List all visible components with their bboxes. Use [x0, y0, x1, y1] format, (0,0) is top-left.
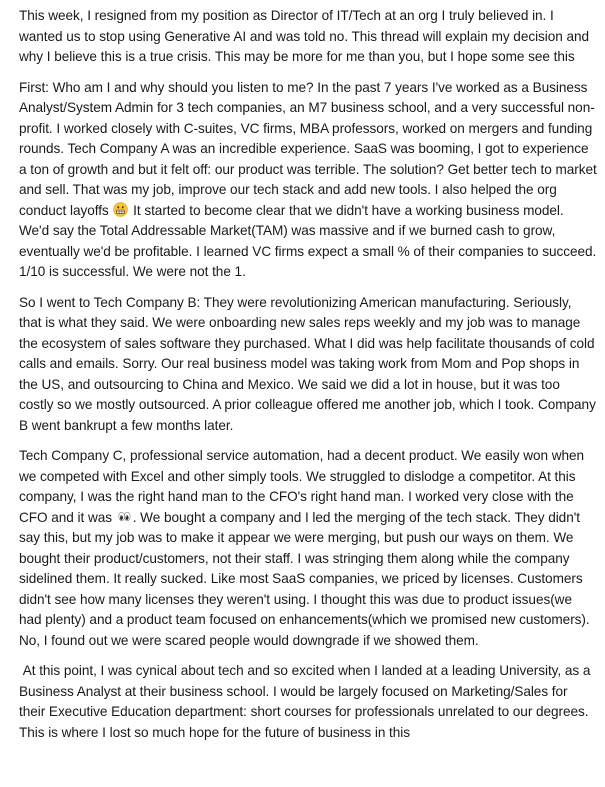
paragraph-tech-company-c	[19, 446, 597, 651]
paragraph-tech-company-b: So I went to Tech Company B: They were revolutionizing American manufacturing. Seriously, that is what they said. We were onboarding new sales reps weekly and my job was to manage the ecosystem of sales software they purchased. What I did was help facilitate thousands of cold calls and emails. Sorry. Our real business model was taking work from Mom and Pop shops in the US, and outsourcing to China and Mexico. We said we did a lot in house, but it was too costly so we mostly outsourced. A prior colleague offered me another job, which I took. Company B went bankrupt a few months later.	[19, 294, 596, 433]
grimacing-face-emoji-icon	[113, 202, 128, 217]
paragraph-text-before-emoji: Tech Company C, professional service automation, had a decent product. We easily won when we competed with Excel and other simply tools. We struggled to dislodge a competitor. At this company, I was the right hand man to the CFO's right hand man. I worked very close with the CFO and it was	[19, 448, 585, 525]
eyes-emoji-icon	[117, 509, 132, 524]
paragraph-text-after-emoji: . We bought a company and I led the merging of the tech stack. They didn't say this, but my job was to make it appear we were merging, but push our ways on them. We bought their product/customers, not their staff. I was stringing them along while the company sidelined them. It really sucked. Like most SaaS companies, we priced by licenses. Customers didn't see how many licenses they weren't using. I thought this was due to product issues(we had plenty) and a product team focused on enhancements(which we promised new customers). No, I found out we were scared people would downgrade if we showed them.	[19, 509, 590, 648]
paragraph-text-before-emoji: First: Who am I and why should you listen to me? In the past 7 years I've worked as a Business Analyst/System Admin for 3 tech companies, an M7 business school, and a very successful non-profit. I worked closely with C-suites, VC firms, MBA professors, worked on mergers and funding rounds. Tech Company A was an incredible experience. SaaS was booming, I got to experience a ton of growth and but it felt off: our product was terrible. The solution? Get better tech to market and sell. That was my job, improve our tech stack and add new tools. I also helped the org conduct layoffs	[19, 79, 597, 218]
paragraph-intro: This week, I resigned from my position as Director of IT/Tech at an org I truly believed in. I wanted us to stop using Generative AI and was told no. This thread will explain my decision and why I believe this is a true crisis. This may be more for me than you, but I hope some see this	[19, 8, 590, 64]
paragraph-text-after-emoji: It started to become clear that we didn't have a working business model. We'd say the Total Addressable Market(TAM) was massive and if we burned cash to grow, eventually we'd be profitable. I learned VC firms expect a small % of their companies to succeed. 1/10 is successful. We were not the 1.	[19, 202, 597, 279]
paragraph-university: At this point, I was cynical about tech and so excited when I landed at a leading University, as a Business Analyst at their business school. I would be largely focused on Marketing/Sales for their Executive Education department: short courses for professionals unrelated to our degrees. This is where I lost so much hope for the future of business in this	[19, 663, 591, 740]
paragraph-tech-company-a	[19, 78, 597, 283]
